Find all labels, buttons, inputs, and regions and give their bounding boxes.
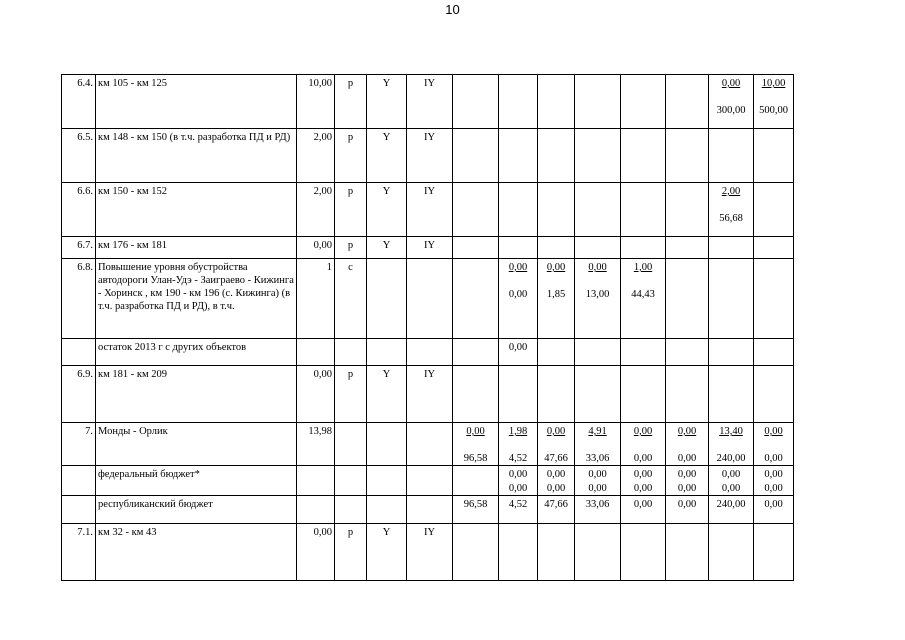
work-type-cell xyxy=(335,423,367,466)
value-cell xyxy=(453,339,499,366)
value-cell xyxy=(499,339,538,366)
category-2-cell: IY xyxy=(407,75,453,129)
table-row xyxy=(62,237,794,259)
value-cell xyxy=(499,496,538,524)
value-top: 0,00 xyxy=(764,469,783,480)
value-cell xyxy=(499,75,538,129)
value-cell xyxy=(538,466,575,496)
value-bottom: 33,06 xyxy=(585,453,610,464)
value-top: 47,66 xyxy=(544,499,568,510)
value-cell xyxy=(538,366,575,423)
value-cell xyxy=(621,524,666,581)
value-cell xyxy=(709,237,754,259)
work-type-cell: с xyxy=(335,259,367,339)
row-number-cell: 6.6. xyxy=(62,183,96,237)
table-row xyxy=(62,259,794,339)
category-cell: Y xyxy=(367,183,407,237)
length-cell: 0,00 xyxy=(297,237,335,259)
table-row xyxy=(62,183,794,237)
value-cell xyxy=(709,129,754,183)
value-cell xyxy=(575,366,621,423)
value-top: 1,98 xyxy=(508,426,528,437)
category-2-cell: IY xyxy=(407,524,453,581)
category-2-cell: IY xyxy=(407,237,453,259)
value-top: 0,00 xyxy=(721,469,741,480)
row-number-cell xyxy=(62,496,96,524)
work-type-cell: р xyxy=(335,524,367,581)
value-cell xyxy=(754,129,794,183)
value-cell xyxy=(538,423,575,466)
value-top: 0,00 xyxy=(677,426,697,437)
category-cell: Y xyxy=(367,75,407,129)
work-type-cell xyxy=(335,339,367,366)
length-cell: 10,00 xyxy=(297,75,335,129)
category-cell: Y xyxy=(367,237,407,259)
row-number-cell: 7. xyxy=(62,423,96,466)
length-cell: 1 xyxy=(297,259,335,339)
object-name-cell: федеральный бюджет* xyxy=(96,466,297,496)
value-top: 0,00 xyxy=(546,262,566,273)
value-cell xyxy=(754,496,794,524)
value-top: 13,40 xyxy=(719,426,743,437)
value-bottom: 0,00 xyxy=(721,483,741,494)
category-cell xyxy=(367,496,407,524)
value-cell xyxy=(575,423,621,466)
value-bottom: 500,00 xyxy=(759,105,788,116)
value-top: 0,00 xyxy=(588,469,607,480)
value-cell xyxy=(538,524,575,581)
value-cell xyxy=(754,75,794,129)
value-bottom: 300,00 xyxy=(716,105,746,116)
object-name-cell: Монды - Орлик xyxy=(96,423,297,466)
value-cell xyxy=(453,75,499,129)
category-2-cell xyxy=(407,496,453,524)
value-cell xyxy=(709,183,754,237)
value-bottom: 47,66 xyxy=(544,453,568,464)
category-2-cell: IY xyxy=(407,129,453,183)
value-bottom: 0,00 xyxy=(508,483,528,494)
object-name-cell: км 181 - км 209 xyxy=(96,366,297,423)
value-cell xyxy=(538,339,575,366)
object-name-cell: км 105 - км 125 xyxy=(96,75,297,129)
category-2-cell xyxy=(407,423,453,466)
value-cell xyxy=(666,466,709,496)
category-cell: Y xyxy=(367,524,407,581)
object-name-cell: км 32 - км 43 xyxy=(96,524,297,581)
value-bottom: 0,00 xyxy=(588,483,607,494)
work-type-cell xyxy=(335,466,367,496)
value-cell xyxy=(666,524,709,581)
row-number-cell: 6.4. xyxy=(62,75,96,129)
value-cell xyxy=(575,75,621,129)
table-row xyxy=(62,339,794,366)
value-top: 0,00 xyxy=(466,426,485,437)
value-cell xyxy=(453,496,499,524)
value-cell xyxy=(453,259,499,339)
work-type-cell: р xyxy=(335,366,367,423)
value-cell xyxy=(709,496,754,524)
road-works-table xyxy=(61,74,794,581)
value-cell xyxy=(453,524,499,581)
value-cell xyxy=(499,237,538,259)
value-cell xyxy=(666,339,709,366)
value-cell xyxy=(499,466,538,496)
value-top: 33,06 xyxy=(585,499,610,510)
table-row xyxy=(62,129,794,183)
value-cell xyxy=(754,183,794,237)
value-cell xyxy=(621,237,666,259)
length-cell: 0,00 xyxy=(297,366,335,423)
value-top: 0,00 xyxy=(508,262,528,273)
table-row xyxy=(62,496,794,524)
value-cell xyxy=(666,259,709,339)
value-cell xyxy=(453,366,499,423)
category-cell xyxy=(367,339,407,366)
value-cell xyxy=(499,129,538,183)
value-top: 0,00 xyxy=(677,469,697,480)
value-top: 0,00 xyxy=(764,499,783,510)
value-cell xyxy=(709,524,754,581)
value-bottom: 56,68 xyxy=(719,213,743,224)
value-bottom: 96,58 xyxy=(463,453,488,464)
value-bottom: 240,00 xyxy=(716,453,746,464)
value-cell xyxy=(666,129,709,183)
length-cell xyxy=(297,339,335,366)
row-number-cell: 7.1. xyxy=(62,524,96,581)
object-name-cell: км 150 - км 152 xyxy=(96,183,297,237)
object-name-cell: Повышение уровня обустройства автодороги Улан-Удэ - Заиграево - Кижинга - Хоринск , км 190 - км 196 (с. Кижинга) (в т.ч. разработка ПД и РД), в т.ч. xyxy=(96,259,297,339)
value-cell xyxy=(621,496,666,524)
value-cell xyxy=(453,466,499,496)
value-cell xyxy=(575,183,621,237)
value-top: 0,00 xyxy=(633,499,653,510)
value-cell xyxy=(499,366,538,423)
value-top: 0,00 xyxy=(677,499,697,510)
value-cell xyxy=(754,524,794,581)
value-cell xyxy=(621,183,666,237)
value-top: 0,00 xyxy=(633,469,653,480)
length-cell: 0,00 xyxy=(297,524,335,581)
value-cell xyxy=(499,259,538,339)
value-bottom: 0,00 xyxy=(633,453,653,464)
value-cell xyxy=(538,237,575,259)
value-cell xyxy=(453,423,499,466)
value-top: 0,00 xyxy=(721,78,741,89)
row-number-cell xyxy=(62,339,96,366)
length-cell: 13,98 xyxy=(297,423,335,466)
value-cell xyxy=(666,496,709,524)
value-cell xyxy=(621,366,666,423)
object-name-cell: остаток 2013 г с других объектов xyxy=(96,339,297,366)
value-cell xyxy=(709,366,754,423)
value-cell xyxy=(666,237,709,259)
value-cell xyxy=(575,129,621,183)
page-number: 10 xyxy=(445,2,460,17)
value-top: 0,00 xyxy=(764,426,783,437)
value-cell xyxy=(453,183,499,237)
table-row xyxy=(62,366,794,423)
row-number-cell: 6.9. xyxy=(62,366,96,423)
value-cell xyxy=(453,129,499,183)
category-2-cell xyxy=(407,466,453,496)
row-number-cell: 6.8. xyxy=(62,259,96,339)
value-bottom: 0,00 xyxy=(546,483,566,494)
value-cell xyxy=(709,339,754,366)
value-cell xyxy=(709,75,754,129)
category-cell: Y xyxy=(367,129,407,183)
value-cell xyxy=(575,259,621,339)
value-bottom: 0,00 xyxy=(764,483,783,494)
table-row xyxy=(62,423,794,466)
category-2-cell: IY xyxy=(407,183,453,237)
category-2-cell: IY xyxy=(407,366,453,423)
value-cell xyxy=(538,496,575,524)
row-number-cell: 6.5. xyxy=(62,129,96,183)
value-top: 96,58 xyxy=(463,499,488,510)
object-name-cell: км 176 - км 181 xyxy=(96,237,297,259)
value-cell xyxy=(538,183,575,237)
value-top: 10,00 xyxy=(761,78,786,89)
category-cell xyxy=(367,466,407,496)
value-bottom: 0,00 xyxy=(677,483,697,494)
length-cell xyxy=(297,496,335,524)
row-number-cell xyxy=(62,466,96,496)
value-top: 0,00 xyxy=(508,342,528,353)
category-cell: Y xyxy=(367,366,407,423)
value-cell xyxy=(575,466,621,496)
value-top: 1,00 xyxy=(633,262,653,273)
value-cell xyxy=(621,129,666,183)
value-cell xyxy=(666,423,709,466)
table-row xyxy=(62,524,794,581)
work-type-cell: р xyxy=(335,75,367,129)
value-cell xyxy=(499,423,538,466)
value-bottom: 44,43 xyxy=(631,289,655,300)
value-bottom: 13,00 xyxy=(585,289,610,300)
value-top: 0,00 xyxy=(588,262,607,273)
value-cell xyxy=(575,496,621,524)
value-top: 4,52 xyxy=(508,499,528,510)
value-cell xyxy=(538,259,575,339)
value-cell xyxy=(621,466,666,496)
value-cell xyxy=(709,259,754,339)
value-cell xyxy=(754,466,794,496)
value-cell xyxy=(575,339,621,366)
value-bottom: 1,85 xyxy=(546,289,566,300)
value-cell xyxy=(754,339,794,366)
object-name-cell: республиканский бюджет xyxy=(96,496,297,524)
value-cell xyxy=(538,75,575,129)
value-cell xyxy=(499,183,538,237)
value-bottom: 0,00 xyxy=(508,289,528,300)
work-type-cell: р xyxy=(335,129,367,183)
value-cell xyxy=(666,183,709,237)
value-cell xyxy=(575,237,621,259)
value-bottom: 4,52 xyxy=(508,453,528,464)
length-cell xyxy=(297,466,335,496)
value-bottom: 0,00 xyxy=(633,483,653,494)
category-cell xyxy=(367,423,407,466)
value-bottom: 0,00 xyxy=(764,453,783,464)
category-cell xyxy=(367,259,407,339)
category-2-cell xyxy=(407,339,453,366)
value-cell xyxy=(666,366,709,423)
value-cell xyxy=(709,466,754,496)
value-cell xyxy=(575,524,621,581)
length-cell: 2,00 xyxy=(297,183,335,237)
object-name-cell: км 148 - км 150 (в т.ч. разработка ПД и РД) xyxy=(96,129,297,183)
value-cell xyxy=(453,237,499,259)
table-row xyxy=(62,75,794,129)
value-cell xyxy=(621,259,666,339)
value-cell xyxy=(499,524,538,581)
category-2-cell xyxy=(407,259,453,339)
length-cell: 2,00 xyxy=(297,129,335,183)
work-type-cell: р xyxy=(335,237,367,259)
value-cell xyxy=(538,129,575,183)
value-cell xyxy=(709,423,754,466)
value-bottom: 0,00 xyxy=(677,453,697,464)
work-type-cell: р xyxy=(335,183,367,237)
value-cell xyxy=(621,75,666,129)
row-number-cell: 6.7. xyxy=(62,237,96,259)
value-cell xyxy=(754,259,794,339)
value-top: 4,91 xyxy=(588,426,607,437)
value-cell xyxy=(754,366,794,423)
work-type-cell xyxy=(335,496,367,524)
value-cell xyxy=(754,237,794,259)
value-top: 0,00 xyxy=(508,469,528,480)
value-top: 240,00 xyxy=(716,499,746,510)
value-cell xyxy=(754,423,794,466)
value-top: 0,00 xyxy=(546,469,566,480)
value-top: 0,00 xyxy=(633,426,653,437)
value-cell xyxy=(666,75,709,129)
value-top: 0,00 xyxy=(546,426,566,437)
value-top: 2,00 xyxy=(721,186,741,197)
value-cell xyxy=(621,423,666,466)
value-cell xyxy=(621,339,666,366)
table-row xyxy=(62,466,794,496)
